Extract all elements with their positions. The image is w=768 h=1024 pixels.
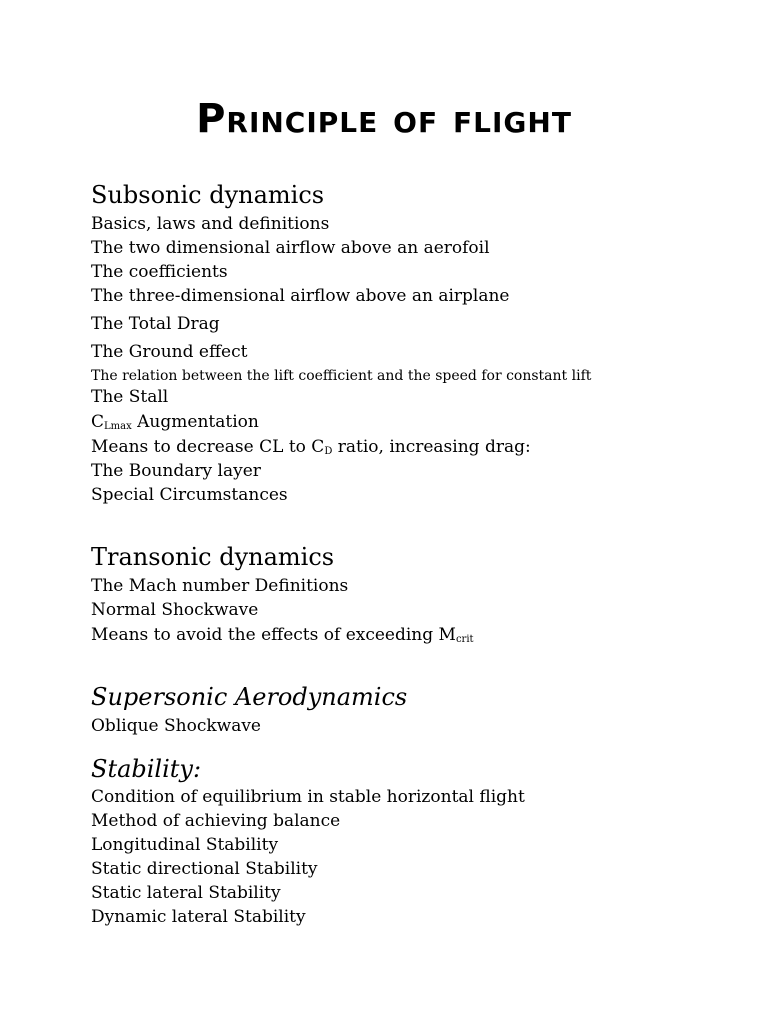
section-heading-transonic: Transonic dynamics	[91, 543, 335, 571]
clmax-subscript: Lmax	[104, 421, 132, 432]
means-text-a: Means to decrease CL to C	[91, 437, 325, 457]
list-item: Static directional Stability	[91, 859, 318, 879]
list-item: The two dimensional airflow above an aerofoil	[91, 238, 490, 258]
list-item: The Mach number Definitions	[91, 576, 349, 596]
list-item: The relation between the lift coefficient and the speed for constant lift	[91, 368, 592, 384]
list-item: Static lateral Stability	[91, 883, 281, 903]
clmax-text: Augmentation	[131, 412, 259, 432]
clmax-symbol: C	[91, 412, 105, 432]
list-item: The three-dimensional airflow above an airplane	[91, 286, 510, 306]
mcrit-subscript: crit	[455, 634, 474, 645]
section-heading-supersonic: Supersonic Aerodynamics	[91, 683, 408, 711]
list-item: Dynamic lateral Stability	[91, 907, 306, 927]
list-item: The Stall	[91, 387, 169, 407]
list-item: Special Circumstances	[91, 485, 288, 505]
list-item: Oblique Shockwave	[91, 716, 261, 736]
mcrit-text: Means to avoid the effects of exceeding M	[91, 625, 456, 645]
means-text-b: ratio, increasing drag:	[332, 437, 531, 457]
list-item: Longitudinal Stability	[91, 835, 279, 855]
list-item: Basics, laws and definitions	[91, 214, 330, 234]
list-item: The Ground effect	[91, 342, 248, 362]
list-item: Condition of equilibrium in stable horizontal flight	[91, 787, 525, 807]
list-item: The Total Drag	[91, 314, 220, 334]
list-item: Normal Shockwave	[91, 600, 259, 620]
list-item-clmax	[91, 411, 259, 433]
list-item: The coefficients	[91, 262, 228, 282]
list-item: The Boundary layer	[91, 461, 261, 481]
document-title: Principle of flight	[196, 96, 572, 142]
list-item-mcrit	[91, 624, 474, 646]
section-heading-stability: Stability:	[91, 755, 202, 783]
list-item: Method of achieving balance	[91, 811, 341, 831]
means-subscript: D	[324, 446, 333, 457]
list-item-means-decrease	[91, 436, 531, 458]
section-heading-subsonic: Subsonic dynamics	[91, 181, 325, 209]
